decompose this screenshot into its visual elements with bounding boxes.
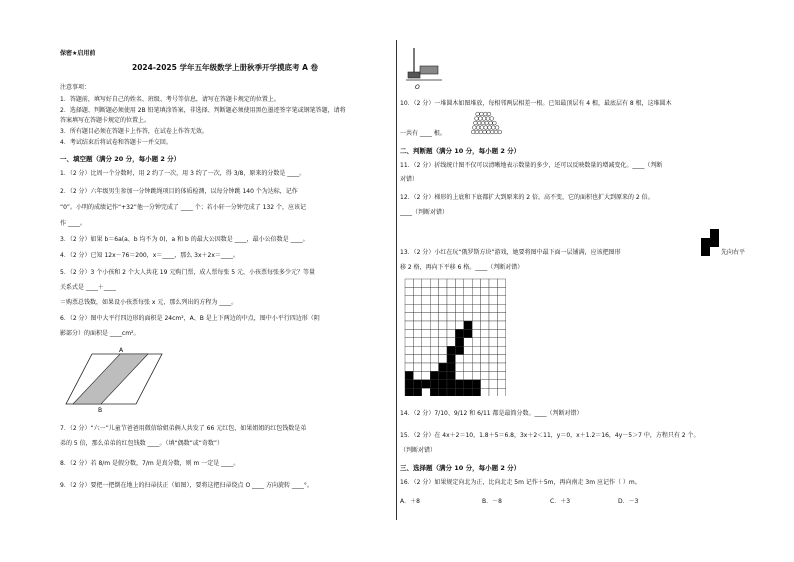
grid-cell [405,363,413,371]
grid-cell [447,380,455,388]
exam-title: 2024-2025 学年五年级数学上册秋季开学摸底考 A 卷 [132,63,318,72]
grid-cell [439,313,447,321]
grid-cell [464,329,472,337]
grid-cell [447,287,455,295]
grid-cell [481,388,489,396]
secret-mark: 保密★启用前 [60,50,96,57]
grid-cell [481,346,489,354]
grid-cell [439,321,447,329]
grid-cell [447,346,455,354]
question-5-line: 5．（2 分）3 个小孩和 2 个大人共花 19 元购门票，成人票每张 5 元，小孩票每张多少元？等量 [60,269,315,276]
grid-cell [447,296,455,304]
grid-cell [413,329,421,337]
grid-cell [455,346,463,354]
question-6-line: 6．（2 分）图中大平行四边形的面积是 24cm²，A、B 是上下两边的中点，图中小平行四边形（阴 [60,315,320,322]
grid-cell [472,363,480,371]
point-o-label: O [415,84,420,91]
grid-cell [464,321,472,329]
grid-cell [413,380,421,388]
note-item: 答案填写在答题卡规定的位置上。 [60,117,151,124]
grid-cell [405,321,413,329]
section-fill-heading: 一、填空题（满分 20 分，每小题 2 分） [60,155,181,163]
grid-cell [439,338,447,346]
grid-cell [430,380,438,388]
grid-cell [413,304,421,312]
grid-cell [405,346,413,354]
grid-cell [497,338,505,346]
log [495,126,499,130]
grid-cell [472,346,480,354]
grid-cell [472,304,480,312]
grid-cell [489,313,497,321]
grid-cell [405,338,413,346]
grid-cell [430,338,438,346]
question-2-line: 2．（2 分）六年级男生参加一分钟跳绳项目的体质检测，以每分钟跳 140 个为达标，记作 [60,188,298,195]
grid-cell [422,346,430,354]
question-2-line: “0”。小明的成绩记作“+32”他一分钟完成了 ____ 个；若小轩一分钟完成了 132 个，应该记 [60,204,306,211]
grid-cell [439,380,447,388]
grid-cell [481,296,489,304]
log [480,112,484,116]
grid-cell [413,388,421,396]
grid-cell [439,304,447,312]
grid-cell [472,388,480,396]
grid-cell [405,279,413,287]
grid-cell [455,388,463,396]
log [488,126,492,130]
grid-cell [430,304,438,312]
grid-cell [489,287,497,295]
log [480,126,484,130]
log [481,121,485,125]
grid-cell [472,313,480,321]
grid-cell [464,380,472,388]
question-7-line: 弟的 5 倍，那么弟弟的红包钱数 ____。（填“偶数”或“奇数”） [60,440,223,447]
grid-cell [497,279,505,287]
grid-cell [430,346,438,354]
grid-cell [447,321,455,329]
grid-cell [413,338,421,346]
grid-cell [464,371,472,379]
grid-cell [472,329,480,337]
grid-cell [422,321,430,329]
piece-cell [710,238,719,247]
grid-cell [422,329,430,337]
grid-cell [455,321,463,329]
choice-c[interactable]: C．＋3 [550,498,571,505]
grid-cell [439,329,447,337]
grid-cell [455,279,463,287]
grid-cell [405,371,413,379]
section-choice-heading: 三、选择题（满分 10 分，每小题 2 分） [400,464,521,472]
grid-cell [422,380,430,388]
column-divider [396,40,397,520]
grid-cell [405,287,413,295]
grid-cell [497,371,505,379]
log [474,121,478,125]
choice-a[interactable]: A．＋8 [400,498,420,505]
grid-cell [481,380,489,388]
grid-cell [413,296,421,304]
log [477,121,481,125]
grid-cell [455,355,463,363]
question-11-line: 对错） [400,176,419,183]
question-8: 8．（2 分）若 8/m 是假分数，7/m 是真分数，则 m 一定是 ____。 [60,460,240,467]
grid-cell [489,346,497,354]
grid-cell [422,304,430,312]
grid-cell [413,371,421,379]
grid-cell [464,363,472,371]
grid-cell [405,296,413,304]
log [476,126,480,130]
grid-cell [481,329,489,337]
point-b-label: B [98,407,103,414]
log [472,126,476,130]
question-15-line: 15．（2 分）在 4x＋2＝10，1.8＋5＝6.8，3x＋2＜11，y＝0，x＋1.2＝16，4y－5＞7 中，方程只有 2 个。 [400,432,700,439]
grid-cell [439,363,447,371]
grid-cell [413,313,421,321]
grid-cell [497,296,505,304]
grid-cell [430,329,438,337]
grid-cell [447,338,455,346]
grid-cell [489,338,497,346]
grid-cell [439,388,447,396]
grid-cell [439,355,447,363]
grid-cell [472,355,480,363]
log [483,130,487,134]
grid-cell [422,296,430,304]
grid-cell [439,371,447,379]
grid-cell [464,279,472,287]
grid-cell [413,355,421,363]
grid-cell [430,363,438,371]
question-10-line: 一共有 ____ 根。 [400,130,446,137]
question-11-line: 11．（2 分）折线统计图不仅可以清晰地表示数量的多少，还可以反映数量的增减变化。____（判断 [400,162,663,169]
grid-cell [447,304,455,312]
question-15-line: （判断对错） [400,447,437,454]
grid-cell [422,313,430,321]
log [478,117,482,121]
grid-cell [497,363,505,371]
log [475,130,479,134]
grid-cell [481,363,489,371]
grid-cell [464,313,472,321]
grid-cell [413,279,421,287]
log [487,112,491,116]
note-item: 2．选择题、判断题必须使用 2B 铅笔填涂答案，非选择、判断题必须使用黑色墨迹签字笔或钢笔答题，请将 [60,107,346,114]
grid-cell [430,388,438,396]
grid-cell [472,279,480,287]
grid-cell [481,321,489,329]
grid-cell [422,371,430,379]
grid-cell [430,321,438,329]
note-item: 4．考试结束后将试卷和答题卡一并交回。 [60,139,172,146]
grid-cell [464,346,472,354]
question-2-line: 作 ____。 [60,220,86,227]
grid-cell [481,313,489,321]
grid-cell [405,329,413,337]
grid-cell [489,380,497,388]
log [471,130,475,134]
grid-cell [413,321,421,329]
grid-cell [430,313,438,321]
question-14: 14．（2 分）7/10、9/12 和 6/11 都是最简分数。____（判断对错） [400,410,583,417]
log [490,130,494,134]
grid-cell [489,371,497,379]
grid-cell [405,380,413,388]
grid-cell [405,355,413,363]
grid-cell [464,388,472,396]
grid-cell [430,296,438,304]
question-13-line: 先向右平 [721,249,746,256]
grid-cell [497,304,505,312]
log [476,112,480,116]
question-5-line: ＝购票总钱数，如果设小孩票每张 x 元，那么列出的方程为 ____。 [60,299,238,306]
piece-cell [701,247,710,256]
grid-cell [481,287,489,295]
log [487,130,491,134]
grid-cell [455,363,463,371]
tetris-piece-icon [700,228,720,260]
grid-cell [447,329,455,337]
grid-cell [497,287,505,295]
grid-cell [430,287,438,295]
grid-cell [413,363,421,371]
grid-cell [497,321,505,329]
grid-cell [405,388,413,396]
grid-cell [464,296,472,304]
grid-cell [497,388,505,396]
broom-figure [402,44,446,92]
grid-cell [405,304,413,312]
grid-cell [447,279,455,287]
grid-cell [472,371,480,379]
grid-cell [464,287,472,295]
grid-cell [439,296,447,304]
grid-cell [439,279,447,287]
grid-cell [447,355,455,363]
log [482,117,486,121]
tetris-grid [404,278,508,396]
grid-cell [472,287,480,295]
grid-cell [489,321,497,329]
grid-cell [447,363,455,371]
grid-cell [481,304,489,312]
question-6-line: 影部分）的面积是 ____cm²。 [60,330,140,337]
grid-cell [430,355,438,363]
grid-cell [422,279,430,287]
grid-cell [481,279,489,287]
log [493,121,497,125]
point-a-label: A [119,347,124,354]
grid-cell [422,338,430,346]
grid-cell [481,355,489,363]
question-5-line: 关系式是 ____＋____ [60,284,116,291]
grid-cell [464,338,472,346]
piece-cell [710,229,719,238]
question-7-line: 7．（2 分）“六一”儿童节爸爸用微信给姐弟俩人共发了 66 元红包，如果姐姐的红包钱数是弟 [60,425,307,432]
grid-cell [489,329,497,337]
question-16: 16．（2 分）如果规定向北为正，比向北走 5m 记作＋5m，再向南走 3m 应记作（ ）m。 [400,479,641,486]
note-item: 3．所有题目必须在答题卡上作答，在试卷上作答无效。 [60,128,208,135]
grid-cell [489,388,497,396]
grid-cell [455,329,463,337]
grid-cell [455,287,463,295]
grid-cell [489,304,497,312]
grid-cell [422,355,430,363]
grid-cell [447,371,455,379]
question-13-line: 13．（2 分）小红在玩“俄罗斯方块”游戏，她要将图中最下面一层铺满，应该把图形 [400,249,621,256]
question-12-line: 12．（2 分）梯形的上底和下底都扩大到原来的 2 倍，高不变，它的面积也扩大到原来的 2 倍。 [400,194,654,201]
grid-cell [422,363,430,371]
choice-d[interactable]: D．－3 [618,498,639,505]
grid-cell [497,329,505,337]
grid-cell [455,296,463,304]
grid-cell [455,371,463,379]
choice-b[interactable]: B．－8 [482,498,502,505]
question-12-line: ____（判断对错） [400,209,449,216]
log [494,130,498,134]
notes-heading: 注意事项： [60,84,91,91]
log [486,117,490,121]
grid-cell [455,338,463,346]
grid-cell [455,304,463,312]
grid-cell [422,287,430,295]
grid-cell [472,380,480,388]
grid-cell [447,313,455,321]
grid-cell [472,321,480,329]
grid-cell [413,346,421,354]
log [485,121,489,125]
grid-cell [430,279,438,287]
log [489,121,493,125]
grid-cell [455,313,463,321]
grid-cell [489,279,497,287]
grid-cell [413,287,421,295]
question-3: 3．（2 分）如果 b＝6a(a、b 均不为 0)，a 和 b 的最大公因数是 ____，最小公倍数是 ____。 [60,236,309,243]
grid-cell [422,388,430,396]
grid-cell [481,371,489,379]
grid-cell [447,388,455,396]
grid-cell [489,363,497,371]
grid-cell [489,296,497,304]
grid-cell [439,287,447,295]
parallelogram-figure [64,346,164,418]
question-13-line: 移 2 格，再向下平移 6 格。____（判断对错） [400,264,524,271]
grid-cell [439,346,447,354]
grid-cell [497,355,505,363]
log [483,112,487,116]
grid-cell [405,313,413,321]
question-1: 1．（2 分）比周一个分数时，用 2 约了一次，用 3 约了一次，得 3/8，原来的分数是 ____。 [60,170,306,177]
log-pile-figure [468,110,504,138]
grid-cell [489,355,497,363]
question-4: 4．（2 分）已知 12x－76＝200，x＝____，那么 3x＋2x＝____。 [60,252,239,259]
log [498,130,502,134]
log [475,117,479,121]
grid-cell [464,304,472,312]
log [479,130,483,134]
question-10-line: 10．（2 分）一堆圆木如图堆放，每相邻两层相差一根。已知最顶层有 4 根，最底层有 8 根，这堆圆木 [400,100,672,107]
grid-cell [472,338,480,346]
grid-cell [481,338,489,346]
grid-cell [464,355,472,363]
grid-cell [472,296,480,304]
piece-cell [701,238,710,247]
grid-cell [497,313,505,321]
grid-cell [497,346,505,354]
grid-cell [430,371,438,379]
log [491,126,495,130]
log [490,117,494,121]
question-9: 9．（2 分）要把一把倒在地上的扫帚扶正（如图），要将这把扫帚绕点 O ____ 方向旋转 ____°。 [60,482,313,489]
grid-cell [497,380,505,388]
section-judge-heading: 二、判断题（满分 10 分，每小题 2 分） [400,147,521,155]
log [484,126,488,130]
note-item: 1．答题前，填写好自己的姓名、班级、考号等信息，请写在答题卡规定的位置上。 [60,96,280,103]
grid-cell [455,380,463,388]
